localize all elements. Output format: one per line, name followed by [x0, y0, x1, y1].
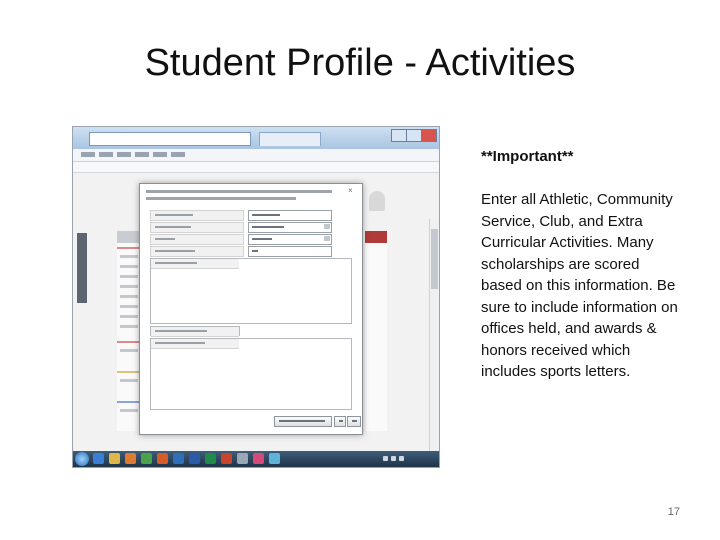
number-of-years-field[interactable]	[248, 246, 332, 257]
browser-tab[interactable]	[259, 132, 321, 146]
side-tab[interactable]	[77, 233, 87, 303]
message-line	[146, 190, 332, 193]
activity-description-label	[151, 259, 239, 269]
save-button[interactable]	[334, 416, 346, 427]
chevron-down-icon	[324, 224, 330, 229]
nav-item[interactable]	[120, 409, 138, 412]
save-add-another-button[interactable]	[274, 416, 332, 427]
message-line	[146, 197, 296, 200]
instructions-text	[481, 146, 681, 383]
avatar	[369, 191, 385, 211]
tray-icon[interactable]	[391, 456, 396, 461]
tray-icon[interactable]	[383, 456, 388, 461]
menu-view[interactable]	[117, 152, 131, 157]
nav-item[interactable]	[120, 315, 138, 318]
nav-item[interactable]	[120, 295, 138, 298]
menu-edit[interactable]	[99, 152, 113, 157]
close-icon[interactable]	[421, 129, 437, 142]
right-panel	[365, 231, 387, 431]
snipping-icon[interactable]	[269, 453, 280, 464]
nav-item[interactable]	[120, 305, 138, 308]
scrollbar-thumb[interactable]	[431, 229, 438, 289]
browser-titlebar	[73, 127, 439, 149]
activity-description-textarea[interactable]	[150, 258, 352, 324]
menu-file[interactable]	[81, 152, 95, 157]
firefox-icon[interactable]	[157, 453, 168, 464]
activity-type-label	[150, 222, 244, 233]
nav-item[interactable]	[120, 265, 138, 268]
awards-honors-textarea[interactable]	[150, 338, 352, 410]
cancel-button[interactable]	[347, 416, 361, 427]
page-scrollbar[interactable]	[429, 219, 440, 468]
offices-held-field[interactable]	[150, 326, 240, 336]
web-page	[73, 173, 439, 451]
paint-icon[interactable]	[253, 453, 264, 464]
nav-item[interactable]	[120, 255, 138, 258]
windows-taskbar	[73, 451, 439, 467]
media-icon[interactable]	[125, 453, 136, 464]
browser-menubar	[73, 149, 439, 162]
activity-select[interactable]	[248, 234, 332, 245]
activity-label	[150, 234, 244, 245]
add-activity-dialog	[139, 183, 363, 435]
awards-honors-label	[151, 339, 239, 349]
taskbar-clock[interactable]	[413, 453, 435, 465]
chevron-down-icon	[324, 236, 330, 241]
excel-icon[interactable]	[205, 453, 216, 464]
word-icon[interactable]	[189, 453, 200, 464]
volume-icon[interactable]	[399, 456, 404, 461]
slide-title: Student Profile - Activities	[144, 42, 576, 84]
ie-icon[interactable]	[93, 453, 104, 464]
right-panel-header	[365, 231, 387, 243]
outlook-icon[interactable]	[173, 453, 184, 464]
maximize-icon[interactable]	[406, 129, 422, 142]
chrome-icon[interactable]	[141, 453, 152, 464]
activity-type-select[interactable]	[248, 222, 332, 233]
menu-tools[interactable]	[153, 152, 167, 157]
important-label: **Important**	[481, 148, 574, 165]
slide-number: 17	[667, 506, 680, 518]
embedded-screenshot	[72, 126, 440, 468]
folder-icon[interactable]	[109, 453, 120, 464]
nav-item[interactable]	[120, 349, 138, 352]
number-of-years-label	[150, 246, 244, 257]
favorites-bar	[73, 162, 439, 173]
menu-help[interactable]	[171, 152, 185, 157]
minimize-icon[interactable]	[391, 129, 407, 142]
dialog-close-icon[interactable]: ×	[348, 186, 353, 195]
instructions-body: Enter all Athletic, Community Service, Club, and Extra Curricular Activities. Many scholarships are scored based on this information. Be sure to include information on offices held, and awards & honors received which includes sports letters.	[481, 191, 678, 380]
start-orb-icon[interactable]	[75, 452, 89, 466]
nav-item[interactable]	[120, 285, 138, 288]
offices-held-label	[151, 327, 239, 337]
dialog-message	[146, 188, 336, 206]
menu-favorites[interactable]	[135, 152, 149, 157]
nav-item[interactable]	[120, 275, 138, 278]
activity-name-field[interactable]	[248, 210, 332, 221]
nav-item[interactable]	[120, 325, 138, 328]
nav-item[interactable]	[120, 379, 138, 382]
address-bar[interactable]	[89, 132, 251, 146]
activity-name-label	[150, 210, 244, 221]
powerpoint-icon[interactable]	[221, 453, 232, 464]
explorer-icon[interactable]	[237, 453, 248, 464]
